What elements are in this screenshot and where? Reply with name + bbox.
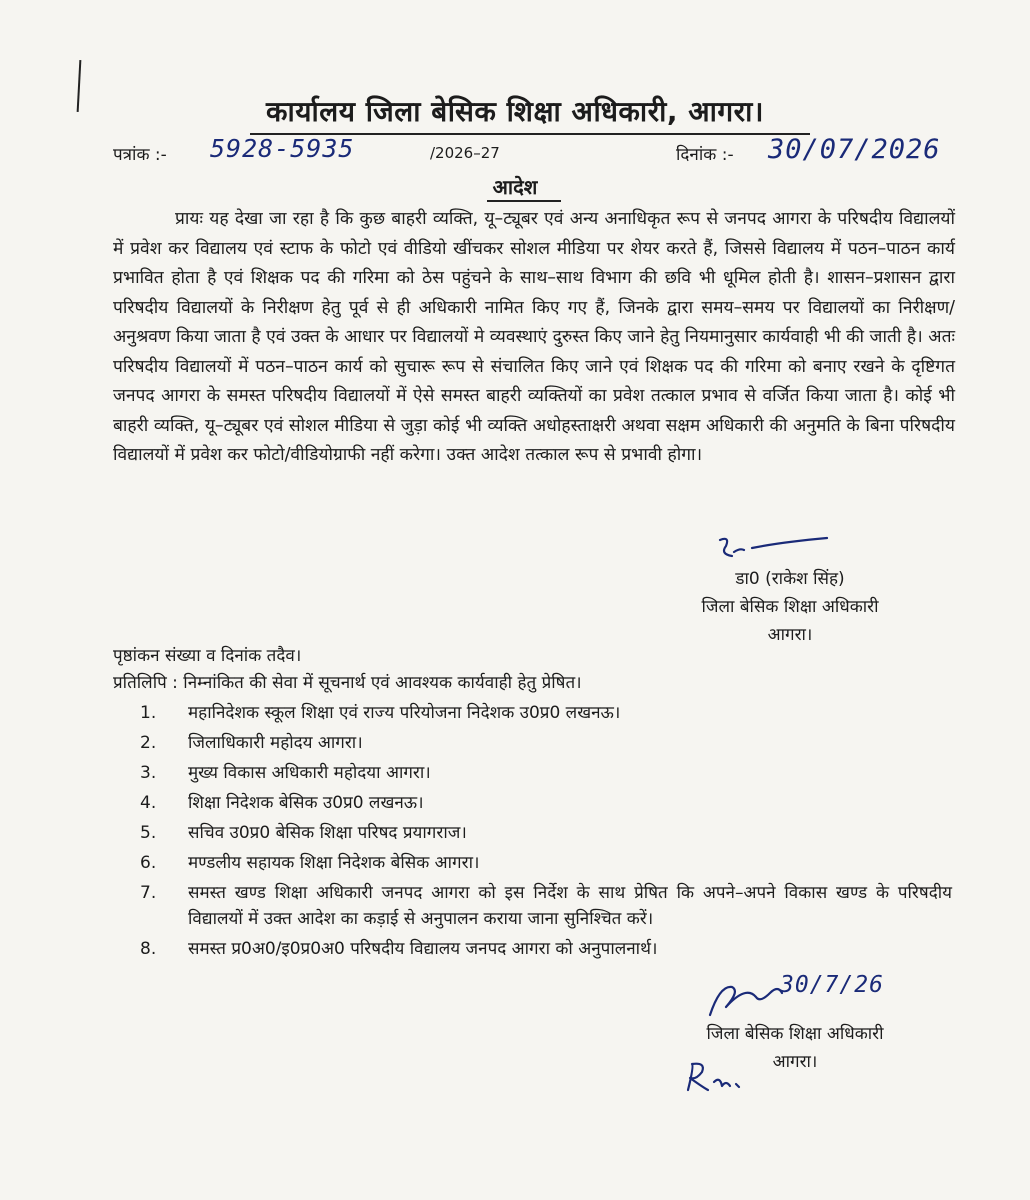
copy-recipient-list [140,700,952,966]
copy-recipient-text: समस्त खण्ड शिक्षा अधिकारी जनपद आगरा को इस निर्देश के साथ प्रेषित कि अपने–अपने विकास खण्ड के परिषदीय विद्यालयों में उक्त आदेश का कड़ाई से अनुपालन कराया जाना सुनिश्चित करें। [188,883,952,929]
copy-recipient-number: 1. [140,703,157,723]
copy-recipient-item [140,820,952,846]
copy-recipient-text: सचिव उ0प्र0 बेसिक शिक्षा परिषद प्रयागराज। [188,823,467,843]
order-heading: आदेश [492,175,538,199]
copy-recipient-number: 4. [140,793,157,813]
handwritten-date: 30/7/26 [780,972,884,998]
handwritten-mark [680,1060,770,1100]
signature-scribble [712,532,832,562]
copy-recipient-number: 5. [140,823,157,843]
signature-block-1 [640,565,940,649]
copy-recipient-number: 3. [140,763,157,783]
copy-recipient-item [140,760,952,786]
date-label: दिनांक :- [676,145,734,165]
copy-recipient-text: जिलाधिकारी महोदय आगरा। [188,733,363,753]
copy-recipient-text: मुख्य विकास अधिकारी महोदया आगरा। [188,763,431,783]
copy-recipient-text: शिक्षा निदेशक बेसिक उ0प्र0 लखनऊ। [188,793,424,813]
signature-place: आगरा। [772,1052,818,1072]
ref-year: /2026–27 [430,144,500,162]
copy-to-line: प्रतिलिपि : निम्नांकित की सेवा में सूचनार्थ एवं आवश्यक कार्यवाही हेतु प्रेषित। [113,673,582,693]
ref-label: पत्रांक :- [113,145,167,165]
officer-designation: जिला बेसिक शिक्षा अधिकारी [701,597,879,617]
order-body: प्रायः यह देखा जा रहा है कि कुछ बाहरी व्यक्ति, यू–ट्यूबर एवं अन्य अनाधिकृत रूप से जनपद आगरा के परिषदीय विद्यालयों में प्रवेश कर विद्यालय एवं स्टाफ के फोटो एवं वीडियो खींचकर सोशल मीडिया पर शेयर करते हैं, जिससे विद्यालय में पठन–पाठन कार्य प्रभावित होता है एवं शिक्षक पद की गरिमा को ठेस पहुंचने के साथ–साथ विभाग की छवि भी धूमिल होती है। शासन–प्रशासन द्वारा परिषदीय विद्यालयों के निरीक्षण हेतु पूर्व से ही अधिकारी नामित किए गए हैं, जिनके द्वारा समय–समय पर विद्यालयों का निरीक्षण/अनुश्रवण किया जाता है एवं उक्त के आधार पर विद्यालयों मे व्यवस्थाएं दुरुस्त किए जाने हेतु नियमानुसार कार्यवाही भी की जाती है। अतः परिषदीय विद्यालयों में पठन–पाठन कार्य को सुचारू रूप से संचालित किए जाने एवं शिक्षक पद की गरिमा को बनाए रखने के दृष्टिगत जनपद आगरा के समस्त परिषदीय विद्यालयों में ऐसे समस्त बाहरी व्यक्तियों का प्रवेश तत्काल प्रभाव से वर्जित किया जाता है। कोई भी बाहरी व्यक्ति, यू–ट्यूबर एवं सोशल मीडिया से जुड़ा कोई भी व्यक्ति अधोहस्ताक्षरी अथवा सक्षम अधिकारी की अनुमति के बिना परिषदीय विद्यालयों में प्रवेश कर फोटो/वीडियोग्राफी नहीं करेगा। उक्त आदेश तत्काल रूप से प्रभावी होगा। [113,209,955,465]
office-title: कार्यालय जिला बेसिक शिक्षा अधिकारी, आगरा। [266,95,764,128]
copy-recipient-number: 8. [140,939,157,959]
copy-recipient-text: महानिदेशक स्कूल शिक्षा एवं राज्य परियोजना निदेशक उ0प्र0 लखनऊ। [188,703,621,723]
copy-recipient-item [140,700,952,726]
copy-recipient-text: समस्त प्र0अ0/इ0प्र0अ0 परिषदीय विद्यालय जनपद आगरा को अनुपालनार्थ। [188,939,658,959]
date-handwritten: 30/07/2026 [768,134,941,165]
copy-recipient-number: 6. [140,853,157,873]
copy-recipient-item [140,936,952,962]
copy-recipient-number: 2. [140,733,157,753]
copy-recipient-item [140,730,952,756]
copy-recipient-item [140,850,952,876]
order-heading-underline [487,200,561,202]
handwritten-initials [700,975,790,1025]
endorsement-line: पृष्ठांकन संख्या व दिनांक तदैव। [113,646,302,666]
ref-number-handwritten: 5928-5935 [210,134,355,163]
copy-recipient-text: मण्डलीय सहायक शिक्षा निदेशक बेसिक आगरा। [188,853,480,873]
officer-name: डा0 (राकेश सिंह) [735,569,845,589]
copy-recipient-item [140,790,952,816]
copy-recipient-number: 7. [140,883,157,903]
copy-recipient-item [140,880,952,932]
signature-designation: जिला बेसिक शिक्षा अधिकारी [706,1024,884,1044]
officer-place: आगरा। [767,625,813,645]
